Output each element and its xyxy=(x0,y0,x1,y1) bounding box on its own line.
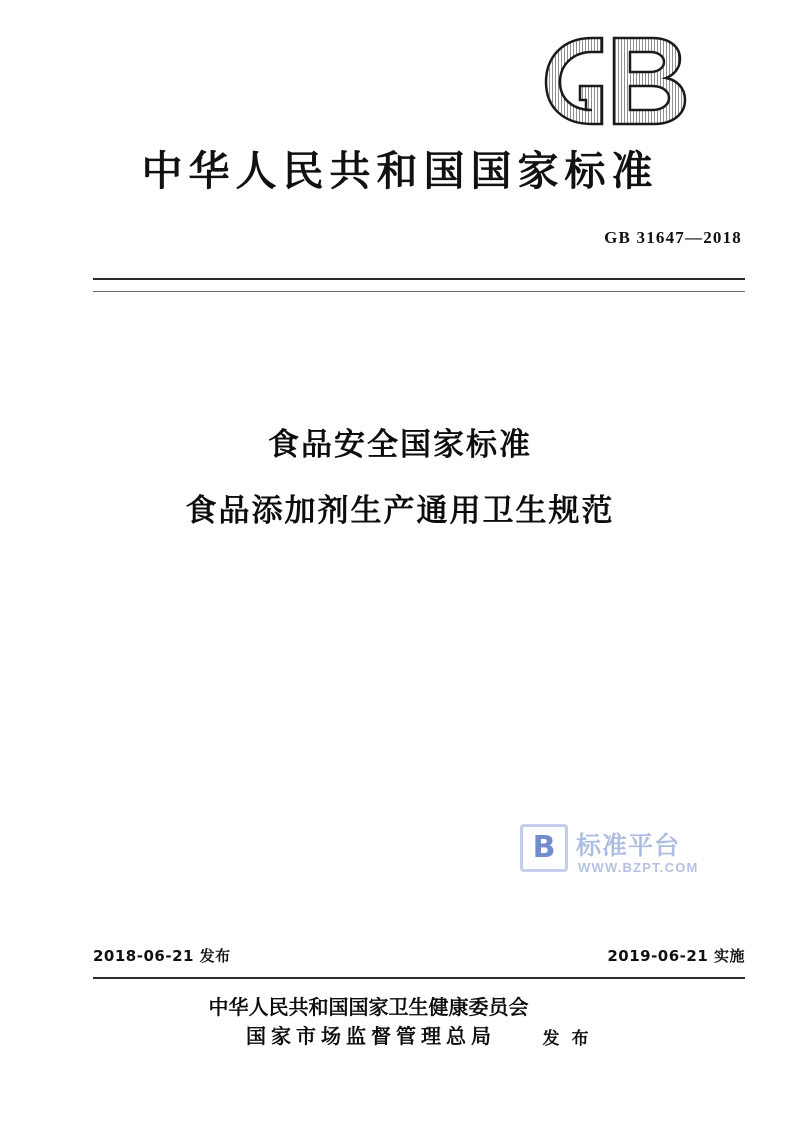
gb-logo-icon xyxy=(540,30,710,130)
watermark-badge-icon xyxy=(520,824,568,872)
issuer-organization-2: 国家市场监督管理总局 xyxy=(246,1024,497,1048)
issue-date: 2018-06-21 发布 xyxy=(93,947,231,965)
page-title-line-1: 食品安全国家标准 xyxy=(268,427,532,463)
issuer-organization-1: 中华人民共和国国家卫生健康委员会 xyxy=(208,995,529,1019)
issuer-names xyxy=(209,993,529,1051)
publish-label: 发 布 xyxy=(542,1029,592,1049)
national-standard-title: 中华人民共和国国家标准 xyxy=(141,147,659,195)
divider-top-thick xyxy=(93,278,745,280)
divider-bottom-thick xyxy=(93,977,745,979)
standard-number xyxy=(604,228,742,248)
watermark-brand: 标准平台 xyxy=(576,831,681,860)
standard-number-value: 31647—2018 xyxy=(636,228,742,247)
watermark-url: WWW.BZPT.COM xyxy=(578,860,699,875)
page-title xyxy=(0,425,800,533)
watermark xyxy=(520,824,755,896)
divider-top-thin xyxy=(93,291,745,292)
dates-row xyxy=(93,945,745,966)
page-title-line-2: 食品添加剂生产通用卫生规范 xyxy=(185,492,615,529)
effective-date: 2019-06-21 实施 xyxy=(607,947,745,965)
standard-number-prefix: GB xyxy=(604,228,632,247)
issuers-block xyxy=(0,993,800,1051)
watermark-badge-letter: B xyxy=(532,830,556,865)
